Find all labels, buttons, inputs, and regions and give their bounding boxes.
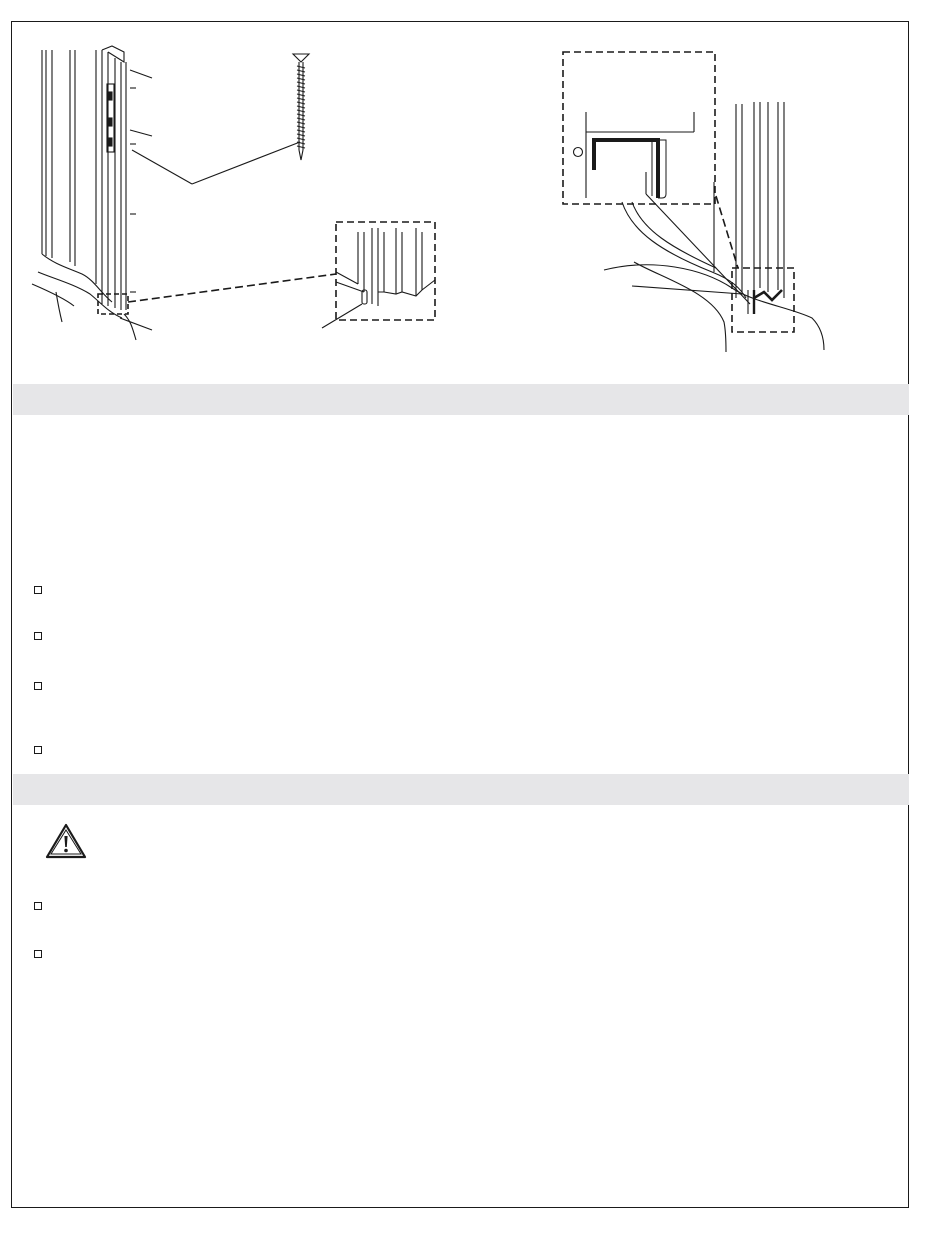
section-heading-band-1 bbox=[13, 384, 909, 415]
checkbox-bullet-icon bbox=[34, 902, 42, 910]
checkbox-bullet-icon bbox=[34, 950, 42, 958]
section-heading-band-2 bbox=[13, 774, 909, 805]
right-detail-inset bbox=[563, 52, 715, 204]
checkbox-bullet-icon bbox=[34, 632, 42, 640]
checkbox-bullet-icon bbox=[34, 682, 42, 690]
checkbox-bullet-icon bbox=[34, 746, 42, 754]
page-frame bbox=[11, 21, 909, 1208]
left-detail-inset bbox=[322, 222, 435, 328]
warning-triangle-icon bbox=[44, 822, 88, 860]
installation-illustration bbox=[12, 22, 910, 384]
wall-jamb-figure bbox=[32, 46, 336, 340]
checkbox-bullet-icon bbox=[34, 586, 42, 594]
